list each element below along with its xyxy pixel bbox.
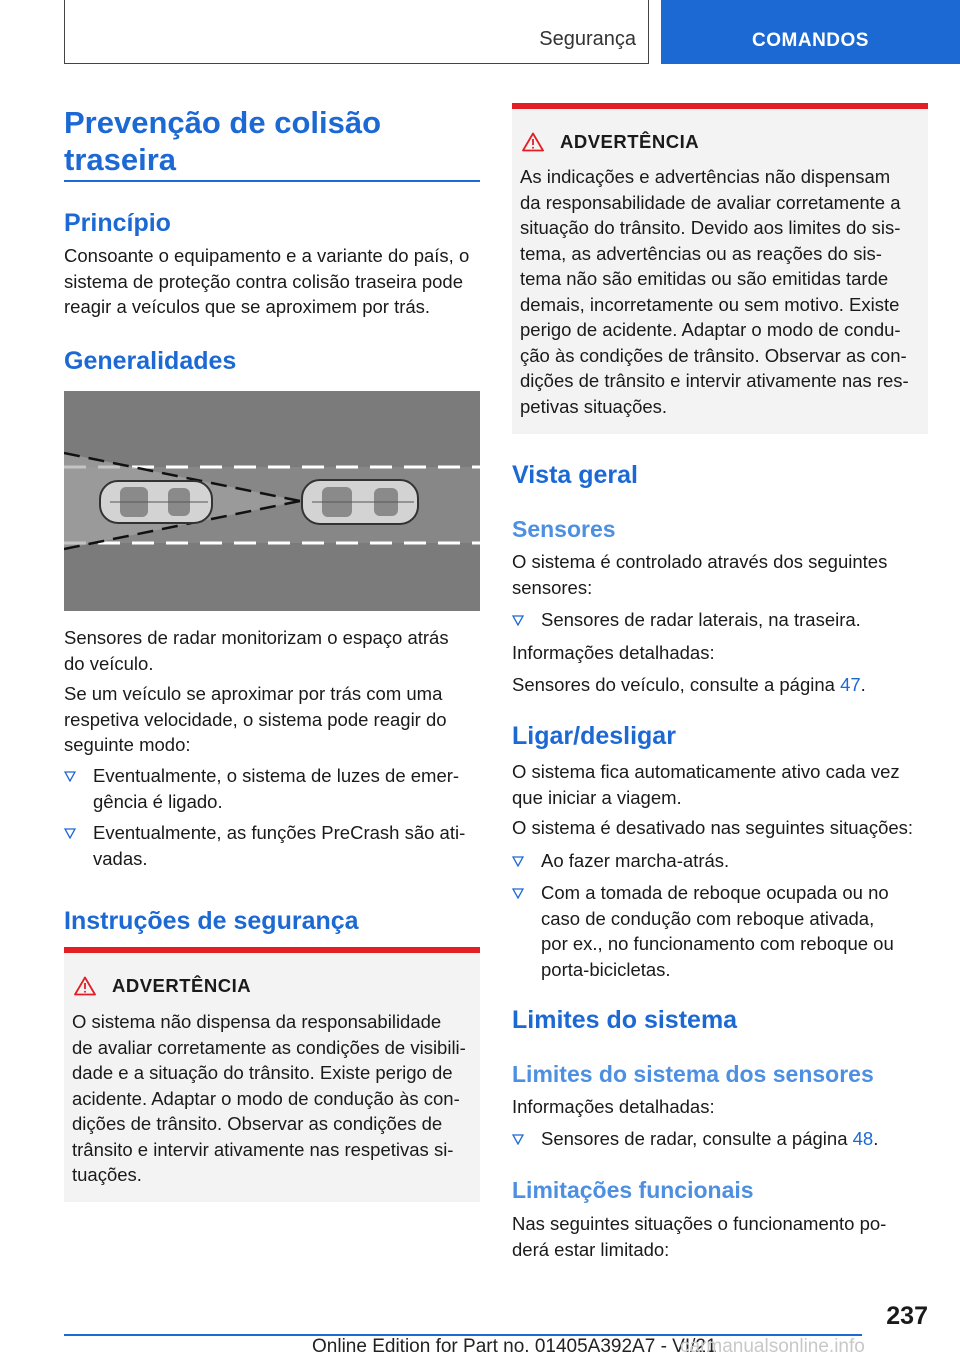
heading-limitacoes: Limitações funcionais: [512, 1177, 754, 1203]
warning-text: O sistema não dispensa da responsabilidade de avaliar corretamente as condições de visibili- dade e a situação do trânsito. Existe perigo de acidente. Adaptar o modo de condução às con- dições de trânsito. Observar as condições de trânsito e intervir ativamente nas respetivas si- tuações.: [72, 1011, 466, 1185]
heading-limites: Limites do sistema: [512, 1006, 738, 1034]
triangle-bullet-icon: [512, 1134, 524, 1145]
triangle-bullet-icon: [512, 888, 524, 899]
triangle-bullet-icon: [512, 856, 524, 867]
ligar-para2: O sistema é desativado nas seguintes situações:: [512, 817, 914, 838]
figure-caption: Sensores de radar monitorizam o espaço atrás do veículo.: [64, 627, 449, 674]
heading-generalidades: Generalidades: [64, 347, 237, 375]
warning-title: ADVERTÊNCIA: [522, 131, 699, 153]
list-item: Sensores de radar, consulte a página 48.: [512, 1126, 928, 1152]
heading-instrucoes: Instruções de segurança: [64, 907, 359, 935]
footer-watermark: carmanualsonline.info: [680, 1336, 865, 1357]
warning-bar: [64, 947, 480, 953]
sensores-info: Informações detalhadas:: [512, 642, 715, 663]
heading-limites-sensores: Limites do sistema dos sensores: [512, 1061, 874, 1087]
limitacoes-text: Nas seguintes situações o funcionamento po- derá estar limitado:: [512, 1213, 887, 1260]
warning-box-left: [64, 947, 480, 1202]
title-rule: [64, 180, 480, 182]
footer-edition: Online Edition for Part no. 01405A392A7 - VI/21: [312, 1336, 717, 1357]
car-right: [302, 480, 418, 524]
warning-title: ADVERTÊNCIA: [74, 975, 251, 997]
ligar-text: O sistema fica automaticamente ativo cada vez que iniciar a viagem.: [512, 761, 900, 808]
warning-bar: [512, 103, 928, 109]
list-item: Eventualmente, o sistema de luzes de emer- gência é ligado.: [64, 763, 480, 814]
limites-info: Informações detalhadas:: [512, 1096, 715, 1117]
sensores-reference: Sensores do veículo, consulte a página 47.: [512, 674, 866, 695]
radar-illustration: [64, 391, 480, 611]
heading-principio: Princípio: [64, 209, 171, 237]
header-chapter-tab[interactable]: [661, 0, 960, 64]
heading-vista-geral: Vista geral: [512, 461, 639, 489]
heading-sensores: Sensores: [512, 516, 616, 542]
heading-ligar-desligar: Ligar/desligar: [512, 722, 676, 750]
list-item: Ao fazer marcha-atrás.: [512, 848, 928, 874]
warning-text: As indicações e advertências não dispensam da responsabilidade de avaliar corretamente a situação do trânsito. Devido aos limites do sis- tema, as advertências ou as reações do sis- tema não são emitidas ou são emitidas tarde demais, incorretamente ou sem motivo. Existe perigo de acidente. Adaptar o modo de condu- ção às condições de trânsito. Observar as con- dições de trânsito e intervir ativamente nas res- petivas situações.: [520, 166, 909, 417]
sensores-text: O sistema é controlado através dos seguintes sensores:: [512, 551, 888, 598]
page-link-47[interactable]: 47: [840, 674, 861, 695]
warning-triangle-icon: [522, 132, 544, 152]
triangle-bullet-icon: [512, 615, 524, 626]
page-link-48[interactable]: 48: [852, 1128, 874, 1149]
warning-triangle-icon: [74, 976, 96, 996]
warning-box-right: [512, 103, 928, 434]
car-left: [100, 481, 212, 523]
list-item: Com a tomada de reboque ocupada ou no caso de condução com reboque ativada, por ex., no funcionamento com reboque ou porta-bicicletas.: [512, 880, 928, 982]
list-item: Sensores de radar laterais, na traseira.: [512, 607, 928, 633]
page-number: 237: [886, 1302, 928, 1330]
header-section-box: [64, 0, 649, 64]
generalidades-text: Se um veículo se aproximar por trás com uma respetiva velocidade, o sistema pode reagir do seguinte modo:: [64, 683, 447, 755]
list-item: Eventualmente, as funções PreCrash são ati- vadas.: [64, 820, 480, 871]
principio-text: Consoante o equipamento e a variante do país, o sistema de proteção contra colisão traseira pode reagir a veículos que se aproximem por trás.: [64, 245, 470, 317]
header-chapter-label: COMANDOS: [752, 30, 869, 51]
header-section-title: Segurança: [539, 28, 636, 50]
triangle-bullet-icon: [64, 771, 76, 782]
page-title: Prevenção de colisão traseira: [64, 105, 382, 177]
triangle-bullet-icon: [64, 828, 76, 839]
